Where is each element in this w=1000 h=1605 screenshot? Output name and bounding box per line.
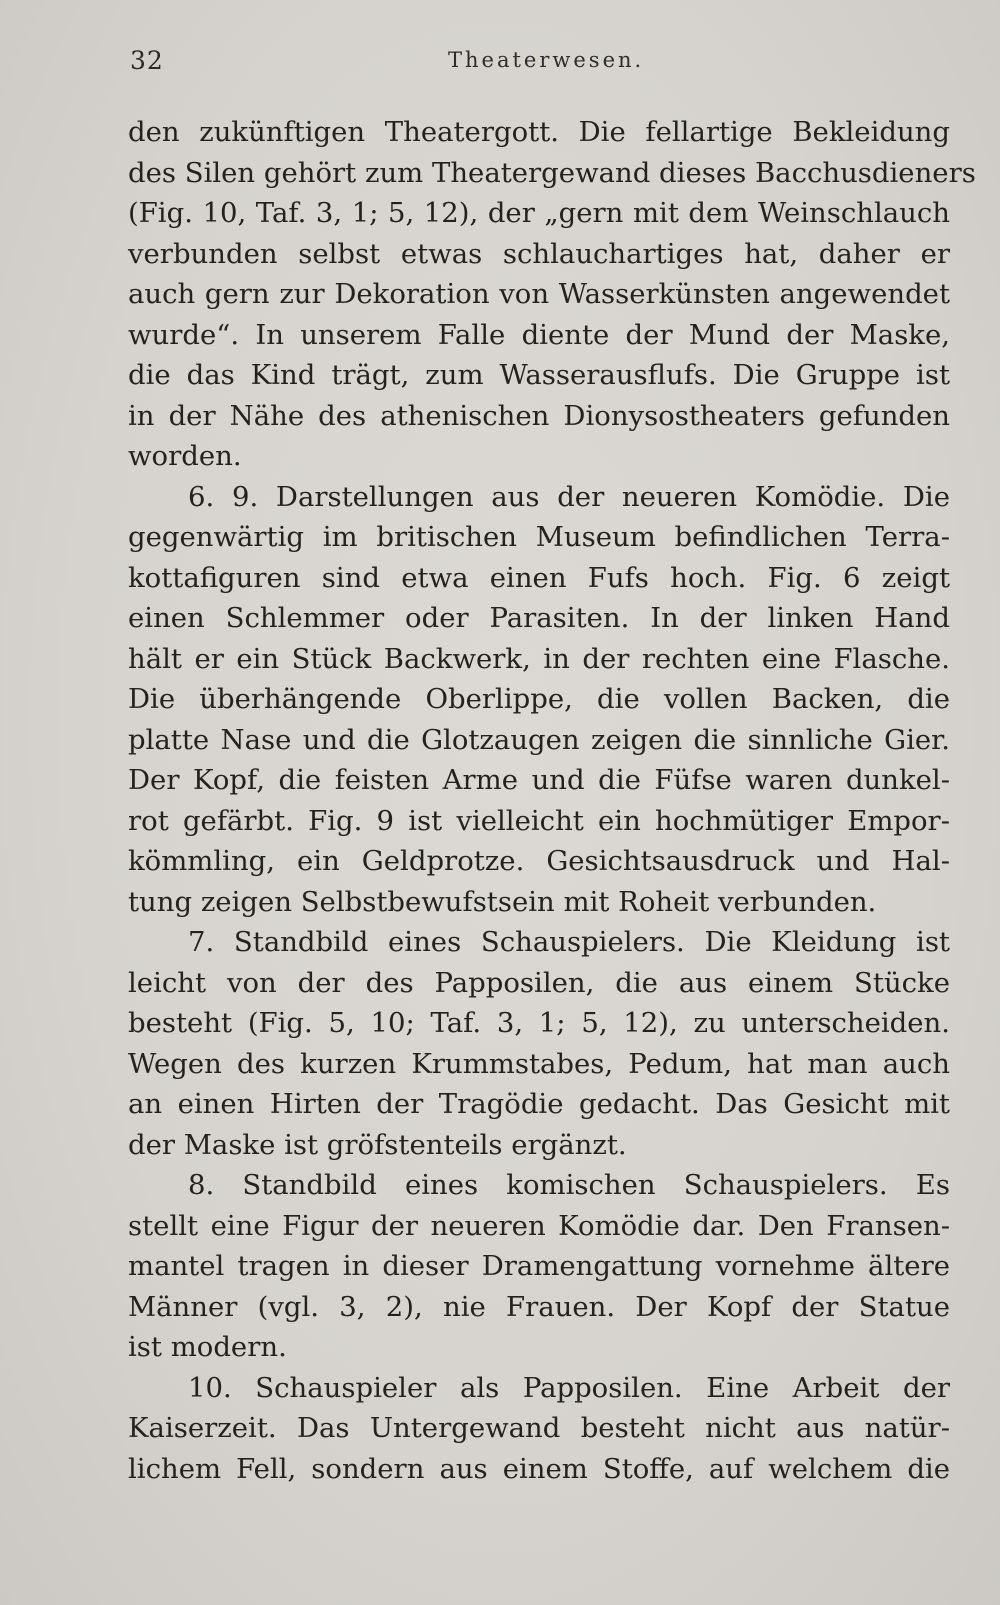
text-line: stellt eine Figur der neueren Komödie dar. Den Fransen- (128, 1209, 950, 1242)
text-line: an einen Hirten der Tragödie gedacht. Das Gesicht mit (128, 1088, 950, 1120)
text-line: des Silen gehört zum Theatergewand dieses Bacchusdieners (128, 156, 976, 189)
text-line: Kaiserzeit. Das Untergewand besteht nicht aus natür- (128, 1412, 950, 1444)
paragraph-start-line: 10. Schauspieler als Papposilen. Eine Arbeit der (188, 1371, 950, 1404)
text-line: Männer (vgl. 3, 2), nie Frauen. Der Kopf der Statue (128, 1290, 950, 1323)
text-line: worden. (128, 440, 242, 472)
text-line: kömmling, ein Geldprotze. Gesichtsausdruck und Hal- (128, 845, 950, 877)
text-line: lichem Fell, sondern aus einem Stoffe, auf welchem die (128, 1452, 950, 1485)
paragraph-start-line: 8. Standbild eines komischen Schauspielers. Es (188, 1169, 950, 1201)
text-line: rot gefärbt. Fig. 9 ist vielleicht ein hochmütiger Empor- (128, 804, 950, 837)
page-header (130, 46, 650, 86)
page-number: 32 (130, 46, 164, 75)
text-line: gegenwärtig im britischen Museum befindlichen Terra- (128, 521, 950, 553)
text-line: hält er ein Stück Backwerk, in der rechten eine Flasche. (128, 642, 950, 675)
text-line: tung zeigen Selbstbewufstsein mit Roheit verbunden. (128, 885, 877, 918)
text-line: mantel tragen in dieser Dramengattung vornehme ältere (128, 1250, 950, 1282)
text-line: den zukünftigen Theatergott. Die fellartige Bekleidung (128, 116, 950, 148)
text-line: platte Nase und die Glotzaugen zeigen die sinnliche Gier. (128, 723, 950, 756)
text-line: Die überhängende Oberlippe, die vollen Backen, die (128, 683, 950, 715)
text-line: wurde“. In unserem Falle diente der Mund der Maske, (128, 318, 950, 351)
text-line: auch gern zur Dekoration von Wasserkünsten angewendet (128, 278, 950, 310)
text-line: in der Nähe des athenischen Dionysostheaters gefunden (128, 399, 950, 432)
body-text (128, 112, 976, 1489)
text-line: ist modern. (128, 1331, 287, 1363)
text-line: Wegen des kurzen Krummstabes, Pedum, hat man auch (128, 1047, 950, 1080)
text-line: kottafiguren sind etwa einen Fufs hoch. Fig. 6 zeigt (128, 561, 950, 594)
paragraph-start-line: 7. Standbild eines Schauspielers. Die Kleidung ist (188, 926, 950, 958)
text-line: einen Schlemmer oder Parasiten. In der linken Hand (128, 602, 950, 634)
text-line: (Fig. 10, Taf. 3, 1; 5, 12), der „gern mit dem Weinschlauch (128, 197, 950, 229)
running-head: Theaterwesen. (448, 48, 645, 72)
text-line: Der Kopf, die feisten Arme und die Füfse waren dunkel- (128, 764, 950, 796)
text-line: leicht von der des Papposilen, die aus einem Stücke (128, 966, 950, 999)
text-line: die das Kind trägt, zum Wasserausflufs. Die Gruppe ist (128, 359, 950, 391)
text-line: besteht (Fig. 5, 10; Taf. 3, 1; 5, 12), zu unterscheiden. (128, 1007, 950, 1039)
paragraph-start-line: 6. 9. Darstellungen aus der neueren Komödie. Die (188, 480, 950, 513)
text-line: der Maske ist gröfstenteils ergänzt. (128, 1128, 627, 1161)
text-line: verbunden selbst etwas schlauchartiges hat, daher er (128, 237, 950, 270)
